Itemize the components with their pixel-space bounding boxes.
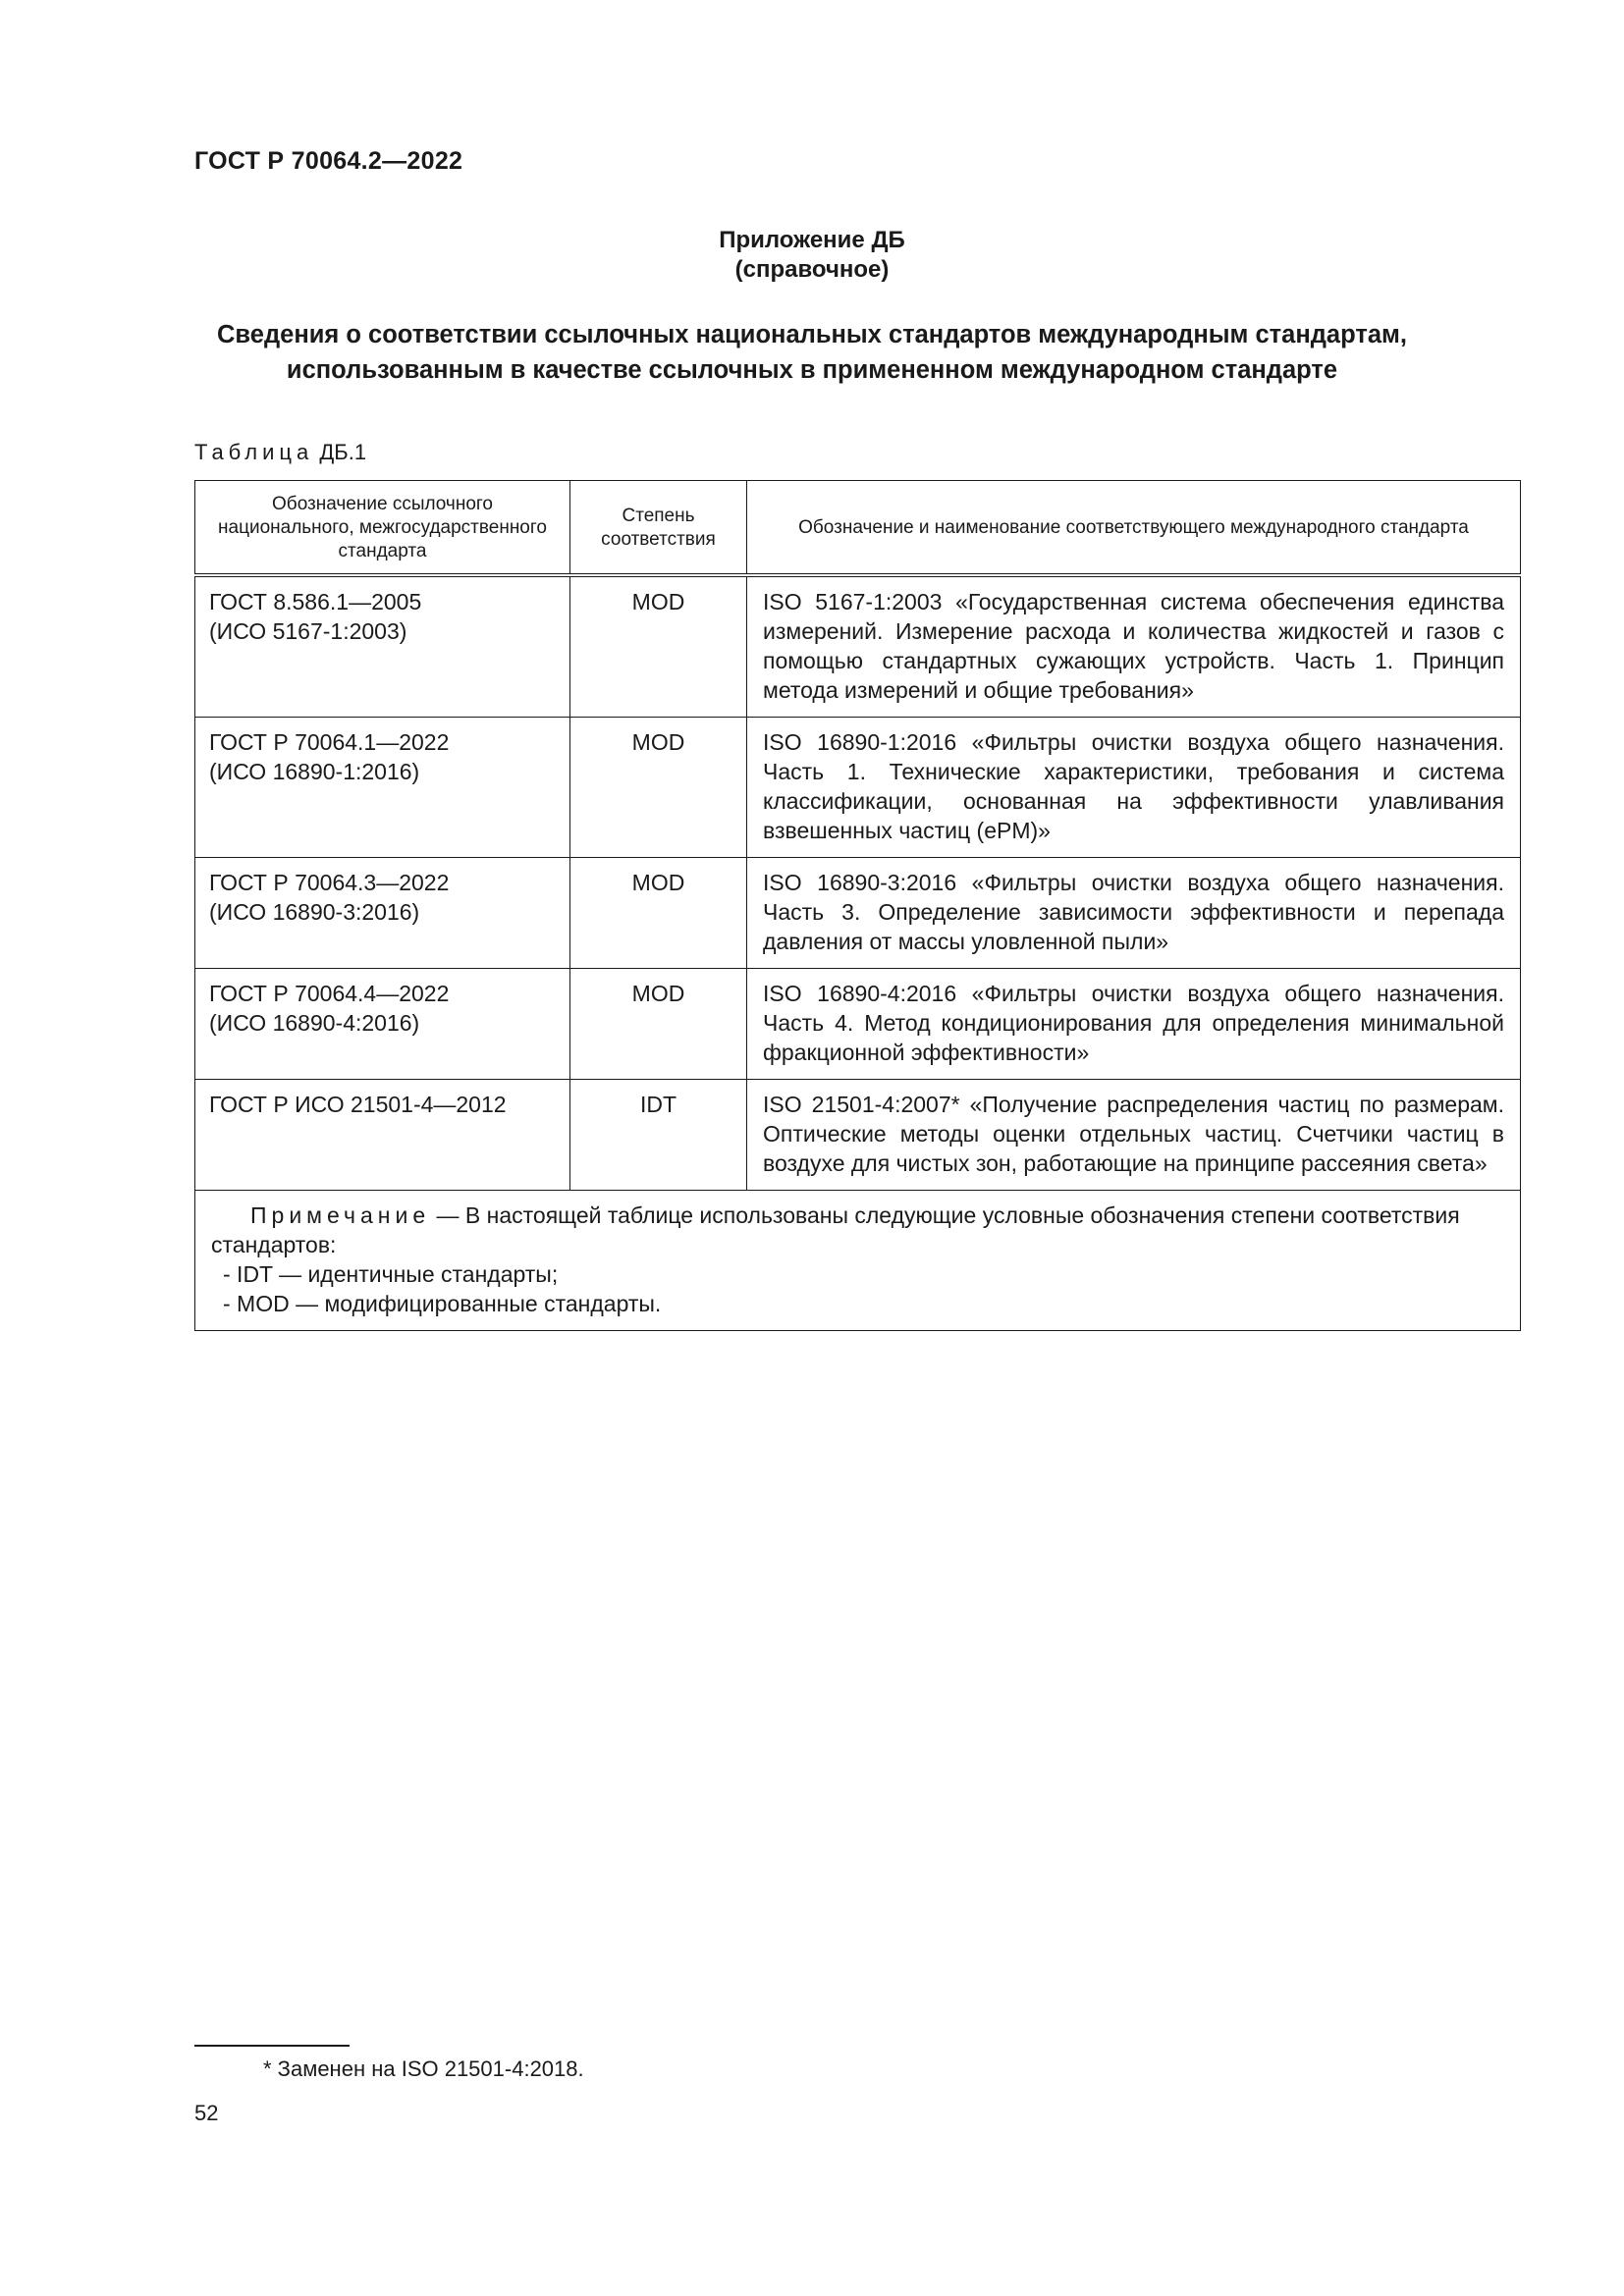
header-degree: Степень соответствия [570, 481, 747, 576]
note-paragraph [211, 1201, 1504, 1259]
correspondence-table [194, 480, 1521, 1331]
degree-cell: MOD [570, 858, 747, 969]
note-item-mod: - MOD — модифицированные стандарты. [223, 1291, 662, 1316]
document-title [147, 317, 1477, 388]
table-row [195, 718, 1521, 858]
table-note-row [195, 1191, 1521, 1331]
table-row [195, 1080, 1521, 1191]
national-code: ГОСТ 8.586.1—2005 [209, 589, 422, 614]
document-code: ГОСТ Р 70064.2—2022 [194, 147, 463, 175]
national-iso-ref: (ИСО 16890-4:2016) [209, 1010, 420, 1036]
footnote: * Заменен на ISO 21501-4:2018. [263, 2056, 584, 2081]
appendix-title: Приложение ДБ [719, 227, 905, 253]
international-standard-cell: ISO 16890-1:2016 «Фильтры очистки воздуха общего назначения. Часть 1. Технические характеристики, требования и система классификации, основанная на эффективности улавливания взвешенных частиц (ePM)» [747, 718, 1521, 858]
appendix-subtitle: (справочное) [734, 256, 890, 283]
note-item-idt: - IDT — идентичные стандарты; [223, 1261, 559, 1287]
footnote-divider [194, 2045, 350, 2047]
international-standard-cell: ISO 21501-4:2007* «Получение распределения частиц по размерам. Оптические методы оценки отдельных частиц. Счетчики частиц в воздухе для чистых зон, работающие на принципе рассеяния света» [747, 1080, 1521, 1191]
document-title-line-2: использованным в качестве ссылочных в примененном международном стандарте [286, 356, 1338, 384]
table-row [195, 969, 1521, 1080]
degree-cell: MOD [570, 575, 747, 718]
degree-cell: IDT [570, 1080, 747, 1191]
international-standard-cell: ISO 16890-3:2016 «Фильтры очистки воздуха общего назначения. Часть 3. Определение зависимости эффективности и перепада давления от массы уловленной пыли» [747, 858, 1521, 969]
note-text: — В настоящей таблице использованы следующие условные обозначения степени соответствия стандартов: [211, 1202, 1460, 1257]
note-label: Примечание [250, 1202, 431, 1228]
header-international-standard: Обозначение и наименование соответствующего международного стандарта [747, 481, 1521, 576]
national-standard-cell [195, 718, 570, 858]
document-title-line-1: Сведения о соответствии ссылочных национальных стандартов международным стандартам, [217, 321, 1407, 348]
page-number: 52 [194, 2101, 219, 2125]
table-caption-word: Таблица [194, 440, 314, 464]
degree-cell: MOD [570, 969, 747, 1080]
table-row [195, 575, 1521, 718]
national-code: ГОСТ Р 70064.3—2022 [209, 870, 450, 895]
national-iso-ref: (ИСО 16890-3:2016) [209, 899, 420, 925]
national-standard-cell [195, 575, 570, 718]
table-header-row [195, 481, 1521, 576]
header-national-standard: Обозначение ссылочного национального, межгосударственного стандарта [195, 481, 570, 576]
national-standard-cell [195, 1080, 570, 1191]
national-code: ГОСТ Р 70064.4—2022 [209, 981, 450, 1006]
national-iso-ref: (ИСО 5167-1:2003) [209, 618, 407, 644]
national-iso-ref: (ИСО 16890-1:2016) [209, 759, 420, 784]
table-caption [194, 440, 366, 465]
national-standard-cell [195, 858, 570, 969]
appendix-heading [0, 226, 1624, 285]
international-standard-cell: ISO 5167-1:2003 «Государственная система обеспечения единства измерений. Измерение расхода и количества жидкостей и газов с помощью стандартных сужающих устройств. Часть 1. Принцип метода измерений и общие требования» [747, 575, 1521, 718]
table-caption-number: ДБ.1 [319, 440, 367, 464]
national-code: ГОСТ Р ИСО 21501-4—2012 [209, 1092, 507, 1117]
national-code: ГОСТ Р 70064.1—2022 [209, 729, 450, 755]
international-standard-cell: ISO 16890-4:2016 «Фильтры очистки воздуха общего назначения. Часть 4. Метод кондиционирования для определения минимальной фракционной эффективности» [747, 969, 1521, 1080]
degree-cell: MOD [570, 718, 747, 858]
table-row [195, 858, 1521, 969]
national-standard-cell [195, 969, 570, 1080]
table-note [195, 1191, 1521, 1331]
